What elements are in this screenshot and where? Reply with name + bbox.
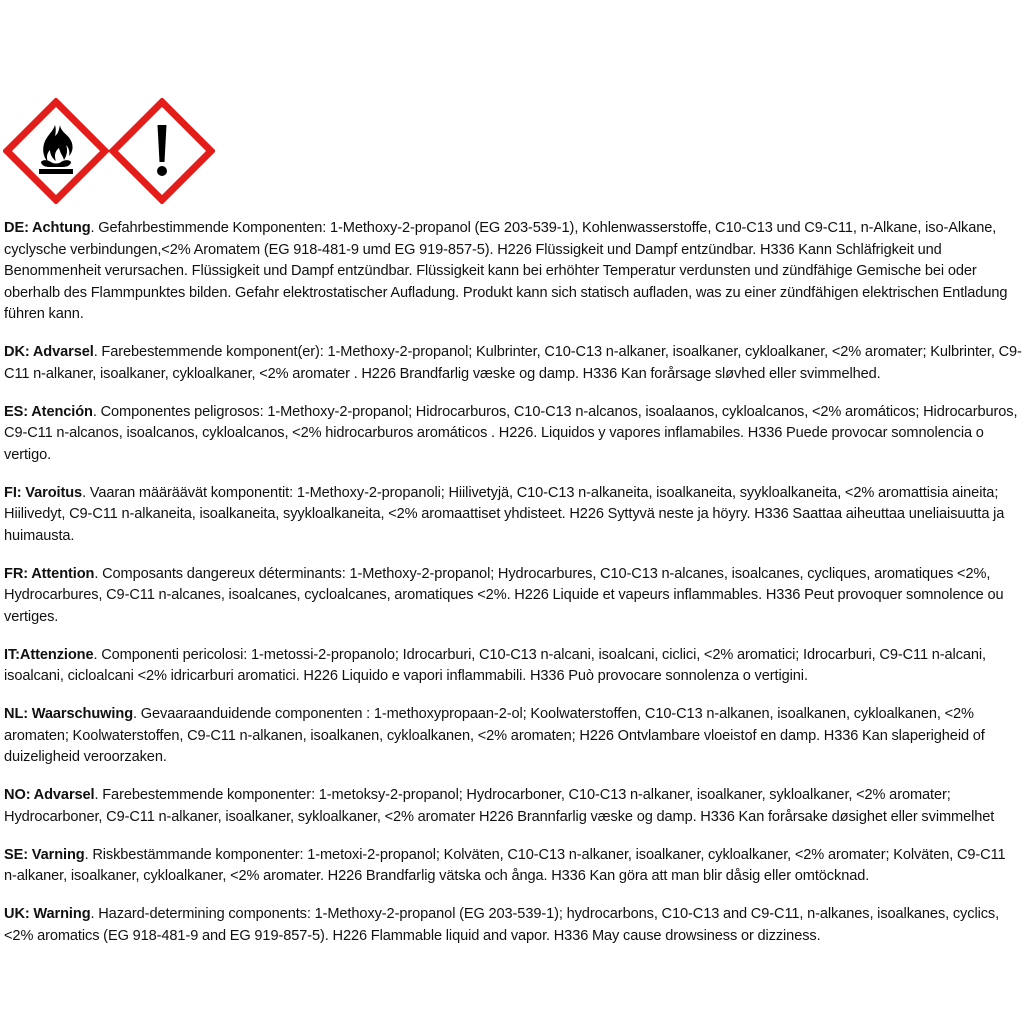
statement-dk	[4, 342, 1022, 385]
statement-label-fi: FI: Varoitus	[4, 484, 83, 501]
statement-text-uk: . Hazard-determining components: 1-Methoxy-2-propanol (EG 203-539-1); hydrocarbons, C10-C13 and C9-C11, n-alkanes, isoalkanes, cyclics, <2% aromatics (EG 918-481-9 and EG 919-857-5). H226 Flammable liquid and vapor. H336 May cause drowsiness or dizziness.	[4, 906, 1000, 944]
statement-fr	[4, 564, 1022, 629]
statement-uk	[4, 904, 1022, 947]
hazard-statements	[4, 218, 1022, 964]
ghs-pictogram-row	[3, 98, 215, 204]
flame-icon	[7, 102, 105, 200]
statement-nl	[4, 704, 1022, 769]
statement-text-fi: . Vaaran määräävät komponentit: 1-Methoxy-2-propanoli; Hiilivetyjä, C10-C13 n-alkaneita, isoalkaneita, syykloalkaneita, <2% aromattisia aineita; Hiilivedyt, C9-C11 n-alkaneita, isoalkaneita, syykloalkaneita, <2% aromaattiset yhdisteet. H226 Syttyvä neste ja höyry. H336 Saattaa aiheuttaa uneliaisuutta ja huimausta.	[4, 484, 1005, 544]
statement-label-no: NO: Advarsel	[4, 787, 95, 803]
statement-it	[4, 645, 1022, 688]
statement-text-de: . Gefahrbestimmende Komponenten: 1-Methoxy-2-propanol (EG 203-539-1), Kohlenwasserstoffe, C10-C13 und C9-C11, n-Alkane, iso-Alkane, cyclysche verbindungen,<2% Aromatem (EG 918-481-9 umd EG 919-857-5). H226 Flüssigkeit und Dampf entzündbar. H336 Kann Schläfrigkeit und Benommenheit verursachen. Flüssigkeit und Dampf entzündbar. Flüssigkeit kann bei erhöhter Temperatur verdunsten und zündfähige Gemische bei oder oberhalb des Flammpunktes bilden. Gefahr elektrostatischer Aufladung. Produkt kann sich statisch aufladen, was zu einer zündfähigen elektrischen Entladung führen kann.	[4, 220, 1008, 322]
statement-label-dk: DK: Advarsel	[4, 344, 94, 360]
statement-label-uk: UK: Warning	[4, 906, 91, 922]
statement-text-dk: . Farebestemmende komponent(er): 1-Methoxy-2-propanol; Kulbrinter, C10-C13 n-alkaner, isoalkaner, cykloalkaner, <2% aromater; Kulbrinter, C9-C11 n-alkaner, isoalkaner, cykloalkaner, <2% aromater . H226 Brandfarlig væske og damp. H336 Kan forårsage sløvhed eller svimmelhed.	[4, 344, 1022, 382]
statement-label-es: ES: Atención	[4, 403, 93, 420]
statement-es	[4, 402, 1022, 467]
statement-no	[4, 785, 1022, 828]
statement-text-nl: . Gevaaraanduidende componenten : 1-methoxypropaan-2-ol; Koolwaterstoffen, C10-C13 n-alkanen, isoalkanen, cykloalkanen, <2% aromaten; Koolwaterstoffen, C9-C11 n-alkanen, isoalkanen, cykloalkanen, <2% aromaten; H226 Ontvlambare vloeistof en damp. H336 Kan slaperigheid of duizeligheid veroorzaken.	[4, 706, 985, 765]
statement-de	[4, 218, 1022, 326]
statement-label-it: IT:Attenzione	[4, 646, 94, 663]
statement-label-se: SE: Varning	[4, 846, 85, 863]
exclamation-icon	[113, 102, 211, 200]
statement-text-se: . Riskbestämmande komponenter: 1-metoxi-2-propanol; Kolväten, C10-C13 n-alkaner, isoalkaner, cykloalkaner, <2% aromater; Kolväten, C9-C11 n-alkaner, isoalkaner, cykloalkaner, <2% aromater. H226 Brandfarlig vätska och ånga. H336 Kan göra att man blir dåsig eller omtöcknad.	[4, 846, 1006, 884]
statement-text-no: . Farebestemmende komponenter: 1-metoksy-2-propanol; Hydrocarboner, C10-C13 n-alkaner, isoalkaner, sykloalkaner, <2% aromater; Hydrocarboner, C9-C11 n-alkaner, isoalkaner, sykloalkaner, <2% aromater H226 Brannfarlig væske og damp. H336 Kan forårsake døsighet eller svimmelhet	[4, 787, 995, 825]
hazard-pictograms	[3, 98, 215, 204]
statement-label-fr: FR: Attention	[4, 565, 95, 582]
statement-label-de: DE: Achtung	[4, 220, 91, 236]
statement-label-nl: NL: Waarschuwing	[4, 706, 134, 722]
statement-text-it: . Componenti pericolosi: 1-metossi-2-propanolo; Idrocarburi, C10-C13 n-alcani, isoalcani, ciclici, <2% aromatici; Idrocarburi, C9-C11 n-alcani, isoalcani, cicloalcani <2% idricarburi aromatici. H226 Liquido e vapori inflammabili. H336 Può provocare sonnolenza o vertigini.	[4, 646, 986, 684]
statement-se	[4, 845, 1022, 888]
statement-fi	[4, 483, 1022, 548]
statement-text-es: . Componentes peligrosos: 1-Methoxy-2-propanol; Hidrocarburos, C10-C13 n-alcanos, isoalaanos, cykloalcanos, <2% aromáticos; Hidrocarburos, C9-C11 n-alcanos, isoalcanos, cykloalcanos, <2% hidrocarburos aromáticos . H226. Liquidos y vapores inflamabiles. H336 Puede provocar somnolencia o vertigo.	[4, 403, 1018, 463]
statement-text-fr: . Composants dangereux déterminants: 1-Methoxy-2-propanol; Hydrocarbures, C10-C13 n-alcanes, isoalcanes, cycliques, aromatiques <2%, Hydrocarbures, C9-C11 n-alcanes, isoalcanes, cycloalcanes, aromatiques <2%. H226 Liquide et vapeurs inflammables. H336 Peut provoquer somnolence ou vertiges.	[4, 565, 1004, 625]
